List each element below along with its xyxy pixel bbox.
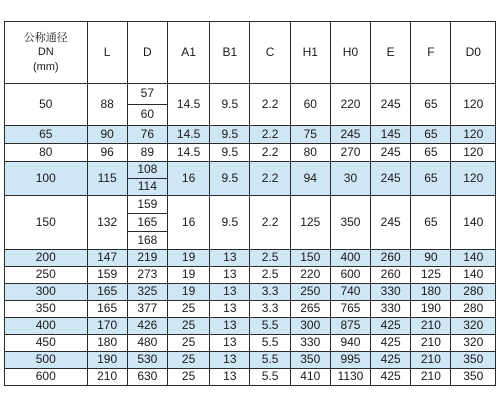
cell-f: 65 (411, 162, 451, 196)
cell-h0: 220 (330, 84, 370, 126)
d-value: 426 (137, 318, 158, 333)
cell-d (127, 162, 167, 196)
cell-c: 2.2 (250, 196, 290, 250)
cell-b1: 13 (210, 284, 250, 301)
cell-dn: 50 (5, 84, 88, 126)
cell-e: 245 (371, 144, 411, 162)
cell-c: 2.2 (250, 162, 290, 196)
cell-d (127, 352, 167, 369)
cell-f: 65 (411, 126, 451, 144)
cell-h0: 1130 (330, 369, 370, 386)
cell-l: 159 (87, 267, 127, 284)
cell-dn: 300 (5, 284, 88, 301)
cell-e: 425 (371, 335, 411, 352)
d-values-stack (128, 284, 167, 300)
cell-d0: 120 (451, 84, 496, 126)
d-values-stack (128, 267, 167, 283)
cell-dn: 80 (5, 144, 88, 162)
cell-d0: 140 (451, 250, 496, 267)
d-value: 60 (128, 104, 167, 125)
cell-c: 5.5 (250, 318, 290, 335)
cell-b1: 9.5 (210, 144, 250, 162)
cell-f: 210 (411, 318, 451, 335)
cell-a1: 19 (167, 284, 209, 301)
cell-f: 65 (411, 84, 451, 126)
cell-dn: 400 (5, 318, 88, 335)
cell-d0: 140 (451, 196, 496, 250)
d-values-stack (128, 144, 167, 161)
d-values-stack (128, 162, 167, 195)
faded-footnote (6, 382, 306, 392)
cell-e: 260 (371, 267, 411, 284)
cell-l: 170 (87, 318, 127, 335)
cell-f: 125 (411, 267, 451, 284)
cell-e: 330 (371, 284, 411, 301)
cell-h1: 150 (290, 250, 330, 267)
d-value: 57 (140, 86, 155, 101)
cell-h1: 220 (290, 267, 330, 284)
cell-d0: 120 (451, 144, 496, 162)
table-row (5, 196, 496, 250)
valve-dimension-table (4, 21, 496, 386)
cell-b1: 13 (210, 267, 250, 284)
cell-d0: 320 (451, 335, 496, 352)
cell-e: 425 (371, 318, 411, 335)
cell-dn: 150 (5, 196, 88, 250)
cell-e: 425 (371, 369, 411, 386)
cell-dn: 65 (5, 126, 88, 144)
d-value: 168 (128, 231, 167, 249)
cell-h0: 740 (330, 284, 370, 301)
cell-b1: 9.5 (210, 162, 250, 196)
header-cell-a1: A1 (167, 22, 209, 84)
cell-c: 5.5 (250, 352, 290, 369)
table-row (5, 250, 496, 267)
table-row (5, 144, 496, 162)
cell-c: 5.5 (250, 335, 290, 352)
d-values-stack (128, 126, 167, 143)
cell-d (127, 84, 167, 126)
cell-f: 210 (411, 352, 451, 369)
cell-c: 3.3 (250, 284, 290, 301)
cell-l: 165 (87, 284, 127, 301)
cell-d (127, 267, 167, 284)
d-value: 273 (137, 267, 158, 282)
cell-e: 425 (371, 352, 411, 369)
cell-l: 210 (87, 369, 127, 386)
cell-d0: 280 (451, 284, 496, 301)
cell-l: 180 (87, 335, 127, 352)
header-cell-l: L (87, 22, 127, 84)
cell-c: 2.2 (250, 84, 290, 126)
cell-d0: 120 (451, 162, 496, 196)
cell-d (127, 196, 167, 250)
cell-h1: 94 (290, 162, 330, 196)
d-value: 630 (137, 369, 158, 384)
table-row (5, 284, 496, 301)
cell-e: 330 (371, 301, 411, 318)
header-row (5, 22, 496, 84)
cell-a1: 16 (167, 196, 209, 250)
header-cell-h0: H0 (330, 22, 370, 84)
cell-h1: 80 (290, 144, 330, 162)
cell-d0: 320 (451, 318, 496, 335)
table-row (5, 301, 496, 318)
cell-h1: 75 (290, 126, 330, 144)
cell-d (127, 301, 167, 318)
cell-d0: 280 (451, 301, 496, 318)
cell-d (127, 126, 167, 144)
cell-dn: 100 (5, 162, 88, 196)
cell-f: 190 (411, 301, 451, 318)
table-body (5, 84, 496, 386)
cell-h0: 995 (330, 352, 370, 369)
cell-h1: 300 (290, 318, 330, 335)
cell-a1: 25 (167, 369, 209, 386)
cell-b1: 13 (210, 318, 250, 335)
d-value: 530 (137, 352, 158, 367)
cell-dn: 450 (5, 335, 88, 352)
d-value: 159 (137, 196, 158, 211)
d-value: 108 (137, 162, 158, 177)
header-cell-d: D (127, 22, 167, 84)
cell-b1: 9.5 (210, 126, 250, 144)
cell-c: 2.5 (250, 267, 290, 284)
cell-l: 90 (87, 126, 127, 144)
cell-h1: 60 (290, 84, 330, 126)
d-values-stack (128, 318, 167, 334)
cell-h1: 265 (290, 301, 330, 318)
cell-f: 180 (411, 284, 451, 301)
cell-c: 2.2 (250, 126, 290, 144)
cell-f: 90 (411, 250, 451, 267)
cell-h1: 125 (290, 196, 330, 250)
cell-a1: 16 (167, 162, 209, 196)
cell-e: 245 (371, 162, 411, 196)
cell-d (127, 318, 167, 335)
cell-a1: 19 (167, 250, 209, 267)
cell-dn: 500 (5, 352, 88, 369)
cell-l: 88 (87, 84, 127, 126)
cell-l: 115 (87, 162, 127, 196)
cell-h0: 30 (330, 162, 370, 196)
cell-h0: 350 (330, 196, 370, 250)
cell-h1: 250 (290, 284, 330, 301)
cell-l: 147 (87, 250, 127, 267)
cell-a1: 25 (167, 335, 209, 352)
cell-l: 132 (87, 196, 127, 250)
cell-b1: 13 (210, 250, 250, 267)
table-row (5, 162, 496, 196)
d-value: 76 (140, 126, 155, 141)
cell-d0: 350 (451, 369, 496, 386)
cell-c: 3.3 (250, 301, 290, 318)
cell-h1: 330 (290, 335, 330, 352)
header-cell-h1: H1 (290, 22, 330, 84)
cell-c: 2.5 (250, 250, 290, 267)
cell-f: 65 (411, 196, 451, 250)
cell-a1: 25 (167, 301, 209, 318)
cell-h0: 765 (330, 301, 370, 318)
cell-d (127, 284, 167, 301)
d-values-stack (128, 84, 167, 125)
header-cell-c: C (250, 22, 290, 84)
d-values-stack (128, 335, 167, 351)
header-cell-dn (5, 22, 88, 84)
table-row (5, 267, 496, 284)
cell-l: 190 (87, 352, 127, 369)
cell-h0: 875 (330, 318, 370, 335)
cell-h0: 600 (330, 267, 370, 284)
cell-dn: 250 (5, 267, 88, 284)
cell-h0: 270 (330, 144, 370, 162)
d-values-stack (128, 352, 167, 368)
d-value: 480 (137, 335, 158, 350)
header-cell-d0: D0 (451, 22, 496, 84)
d-value: 377 (137, 301, 158, 316)
d-value: 89 (140, 144, 155, 159)
cell-h0: 940 (330, 335, 370, 352)
cell-l: 96 (87, 144, 127, 162)
cell-e: 245 (371, 196, 411, 250)
cell-e: 245 (371, 84, 411, 126)
cell-f: 65 (411, 144, 451, 162)
d-values-stack (128, 250, 167, 266)
cell-b1: 9.5 (210, 84, 250, 126)
cell-h1: 350 (290, 352, 330, 369)
cell-f: 210 (411, 369, 451, 386)
cell-a1: 19 (167, 267, 209, 284)
cell-a1: 14.5 (167, 126, 209, 144)
cell-e: 145 (371, 126, 411, 144)
cell-b1: 13 (210, 301, 250, 318)
cell-a1: 14.5 (167, 84, 209, 126)
cell-h1: 410 (290, 369, 330, 386)
cell-dn: 600 (5, 369, 88, 386)
d-value: 114 (128, 178, 167, 195)
cell-a1: 25 (167, 352, 209, 369)
table-row (5, 335, 496, 352)
cell-c: 5.5 (250, 369, 290, 386)
cell-h0: 400 (330, 250, 370, 267)
header-cell-b1: B1 (210, 22, 250, 84)
header-dn-label: 公称通径 DN (mm) (23, 32, 68, 73)
d-values-stack (128, 196, 167, 249)
cell-d (127, 335, 167, 352)
cell-h0: 245 (330, 126, 370, 144)
cell-a1: 14.5 (167, 144, 209, 162)
cell-b1: 13 (210, 369, 250, 386)
table-row (5, 318, 496, 335)
cell-l: 165 (87, 301, 127, 318)
table-row (5, 352, 496, 369)
cell-d0: 140 (451, 267, 496, 284)
table-row (5, 84, 496, 126)
cell-d (127, 250, 167, 267)
d-value: 219 (137, 250, 158, 265)
d-values-stack (128, 301, 167, 317)
header-cell-f: F (411, 22, 451, 84)
d-value: 325 (137, 284, 158, 299)
cell-b1: 13 (210, 335, 250, 352)
cell-e: 260 (371, 250, 411, 267)
cell-d0: 120 (451, 126, 496, 144)
cell-d (127, 144, 167, 162)
d-value: 165 (128, 213, 167, 231)
cell-d0: 350 (451, 352, 496, 369)
cell-dn: 350 (5, 301, 88, 318)
table-row (5, 126, 496, 144)
cell-a1: 25 (167, 318, 209, 335)
cell-b1: 9.5 (210, 196, 250, 250)
cell-c: 2.2 (250, 144, 290, 162)
cell-b1: 13 (210, 352, 250, 369)
cell-dn: 200 (5, 250, 88, 267)
header-cell-e: E (371, 22, 411, 84)
cell-f: 210 (411, 335, 451, 352)
